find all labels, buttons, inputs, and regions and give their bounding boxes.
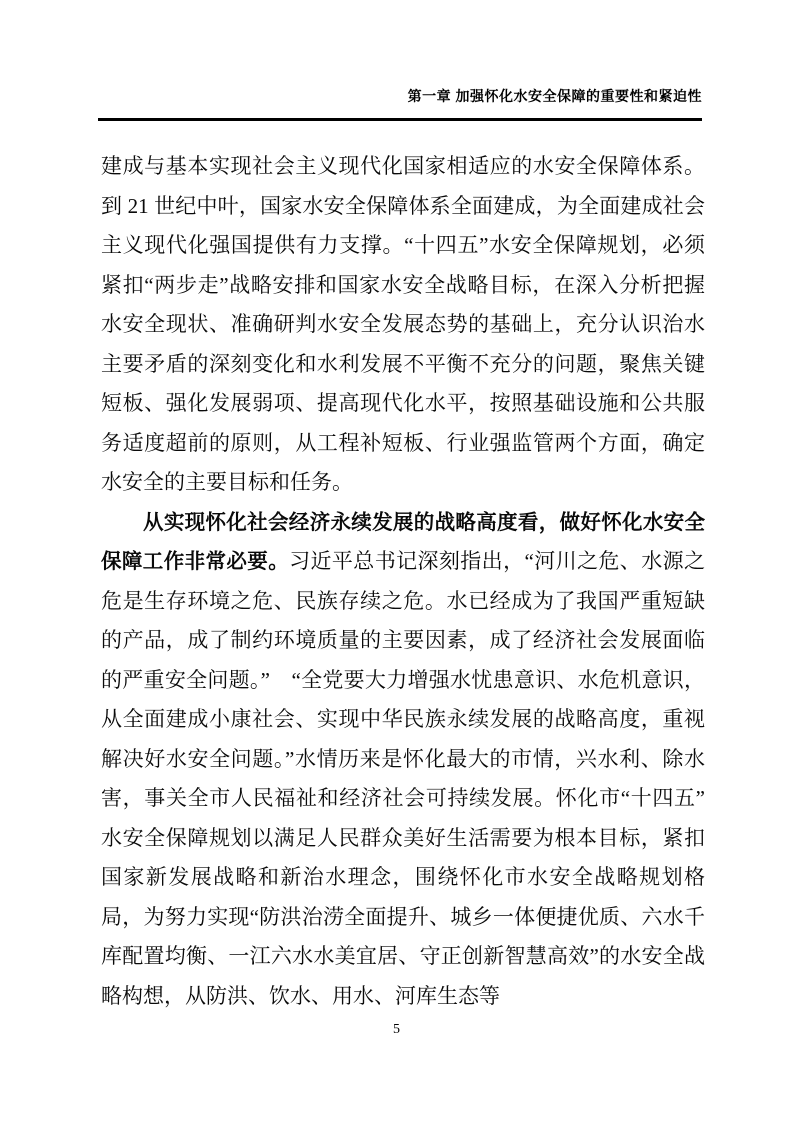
running-header xyxy=(98,86,702,106)
paragraph-continuation xyxy=(101,147,705,503)
paragraph-text: 习近平总书记深刻指出，“河川之危、水源之危是生存环境之危、民族存续之危。水已经成为了我国严重短缺的产品，成了制约环境质量的主要因素，成了经济社会发展面临的严重安全问题。” “全党要大力增强水忧患意识、水危机意识，从全面建成小康社会、实现中华民族永续发展的战略高度，重视解决好水安全问题。”水情历来是怀化最大的市情，兴水利、除水害，事关全市人民福祉和经济社会可持续发展。怀化市“十四五”水安全保障规划以满足人民群众美好生活需要为根本目标，紧扣国家新发展战略和新治水理念，围绕怀化市水安全战略规划格局，为努力实现“防洪治涝全面提升、城乡一体便捷优质、六水千库配置均衡、一江六水水美宜居、守正创新智慧高效”的水安全战略构想，从防洪、饮水、用水、河库生态等 xyxy=(101,549,705,1008)
paragraph-lead-bold-text: 从实现怀化社会经济永续发展的战略高度看，做好怀化水安全保障工作非常必要。 xyxy=(101,510,705,573)
page-number: 5 xyxy=(393,1022,400,1037)
paragraph-text: 建成与基本实现社会主义现代化国家相适应的水安全保障体系。到 21 世纪中叶，国家水安全保障体系全面建成，为全面建成社会主义现代化强国提供有力支撑。“十四五”水安全保障规划，必须紧扣“两步走”战略安排和国家水安全战略目标，在深入分析把握水安全现状、准确研判水安全发展态势的基础上，充分认识治水主要矛盾的深刻变化和水利发展不平衡不充分的问题，聚焦关键短板、强化发展弱项、提高现代化水平，按照基础设施和公共服务适度超前的原则，从工程补短板、行业强监管两个方面，确定水安全的主要目标和任务。 xyxy=(101,154,705,494)
body-text xyxy=(101,147,705,1016)
paragraph-strategic-importance xyxy=(101,503,705,1017)
chapter-title: 第一章 加强怀化水安全保障的重要性和紧迫性 xyxy=(407,88,702,104)
header-rule xyxy=(98,118,702,121)
